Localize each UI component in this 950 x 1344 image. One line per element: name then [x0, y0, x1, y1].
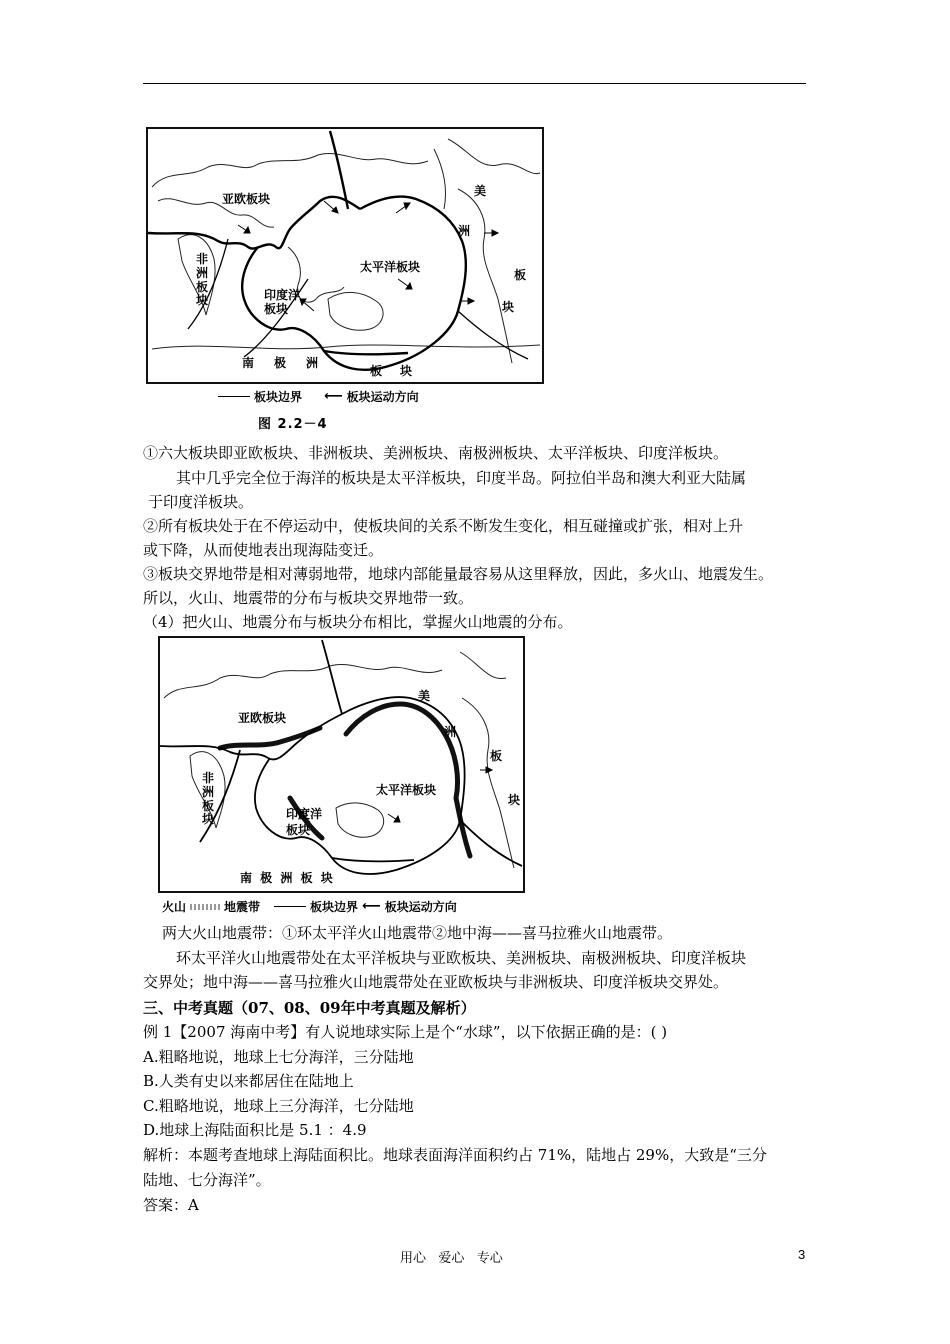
label-american-plate-3: 板	[514, 268, 527, 282]
label-antarctic-plate-1: 南	[242, 356, 255, 370]
legend-quake: 地震带	[224, 900, 261, 914]
paragraph-ocean-plate-2: 于印度洋板块。	[148, 493, 254, 511]
example-question: 例 1【2007 海南中考】有人说地球实际上是个“水球”，以下依据正确的是：( )	[143, 1023, 668, 1041]
paragraph-boundary-zone-1: ③板块交界地带是相对薄弱地带，地球内部能量最容易从这里释放，因此，多火山、地震发生。	[143, 565, 774, 583]
section-heading: 三、中考真题（07、08、09年中考真题及解析）	[143, 999, 476, 1017]
label-american-plate-4: 块	[502, 300, 515, 314]
paragraph-belt-location-1: 环太平洋火山地震带处在太平洋板块与亚欧板块、美洲板块、南极洲板块、印度洋板块	[176, 949, 747, 967]
volcano-marker-icon	[190, 904, 220, 910]
label-indian-plate-line1: 印度洋	[264, 288, 301, 302]
label-antarctic-plate-4: 板	[370, 364, 383, 378]
label-antarctic-plate-3: 洲	[306, 356, 319, 370]
paragraph-plate-motion-2: 或下降，从而使地表出现海陆变迁。	[143, 541, 384, 559]
label-eurasian-plate: 亚欧板块	[222, 192, 271, 206]
legend-direction: 板块运动方向	[346, 390, 419, 404]
header-rule	[143, 83, 806, 84]
label-pacific-plate-2: 太平洋板块	[376, 783, 437, 797]
label-african-plate: 非洲板块	[196, 252, 209, 308]
left-arrow-icon: ⟵	[324, 389, 343, 404]
page-number: 3	[798, 1247, 806, 1262]
label-indian-plate-2-line2: 板块	[286, 823, 311, 837]
analysis-line-2: 陆地、七分海洋”。	[143, 1171, 271, 1189]
paragraph-belt-location-2: 交界处；地中海——喜马拉雅火山地震带处在亚欧板块与非洲板块、印度洋板块交界处。	[143, 973, 729, 991]
option-d: D.地球上海陆面积比是 5.1 ：4.9	[143, 1121, 367, 1139]
label-pacific-plate: 太平洋板块	[360, 260, 421, 274]
figure2-legend	[162, 898, 457, 915]
label-antarctic-plate-5: 块	[400, 364, 413, 378]
footer-motto: 用心 爱心 专心	[400, 1251, 503, 1266]
paragraph-plate-motion-1: ②所有板块处于在不停运动中，使板块间的关系不断发生变化，相互碰撞或扩张，相对上升	[143, 517, 744, 535]
label-indian-plate-line2: 板块	[264, 302, 289, 316]
left-arrow-icon-2: ⟵	[362, 899, 381, 914]
figure1-legend	[218, 388, 419, 405]
label-american-plate-2: 洲	[458, 224, 471, 238]
label-antarctic-plate-2: 极	[274, 356, 287, 370]
legend-direction-2: 板块运动方向	[384, 900, 457, 914]
option-b: B.人类有史以来都居住在陆地上	[143, 1072, 354, 1090]
label-american-plate-2-1: 美	[418, 689, 431, 703]
option-a: A.粗略地说，地球上七分海洋，三分陆地	[143, 1048, 414, 1066]
label-american-plate-1: 美	[474, 184, 487, 198]
legend-boundary-2: 板块边界	[310, 900, 359, 914]
label-american-plate-2-3: 板	[490, 749, 503, 763]
paragraph-two-belts: 两大火山地震带：①环太平洋火山地震带②地中海——喜马拉雅火山地震带。	[162, 924, 673, 942]
answer-line: 答案：A	[143, 1196, 199, 1214]
plate-map-figure	[146, 127, 544, 384]
paragraph-six-plates: ①六大板块即亚欧板块、非洲板块、美洲板块、南极洲板块、太平洋板块、印度洋板块。	[143, 444, 729, 462]
paragraph-point-4: （4）把火山、地震分布与板块分布相比，掌握火山地震的分布。	[143, 613, 573, 631]
label-indian-plate-2-line1: 印度洋	[286, 807, 323, 821]
analysis-line-1: 解析：本题考查地球上海陆面积比。地球表面海洋面积约占 71%，陆地占 29%，大致是“三分	[143, 1146, 767, 1164]
boundary-line-icon	[218, 396, 250, 397]
label-american-plate-2-4: 块	[508, 793, 521, 807]
figure1-caption: 图 2.2－4	[258, 417, 328, 432]
boundary-line-icon-2	[274, 906, 306, 907]
label-antarctic-plate-2: 南 极 洲 板 块	[240, 871, 335, 885]
paragraph-ocean-plate-1: 其中几乎完全位于海洋的板块是太平洋板块，印度半岛。阿拉伯半岛和澳大利亚大陆属	[176, 469, 747, 487]
label-eurasian-plate-2: 亚欧板块	[238, 711, 287, 725]
label-american-plate-2-2: 洲	[444, 725, 457, 739]
legend-volcano: 火山	[162, 900, 187, 914]
volcano-map-drawing	[160, 638, 525, 893]
legend-boundary: 板块边界	[254, 390, 303, 404]
label-african-plate-2: 非洲板块	[202, 771, 215, 827]
volcano-earthquake-map-figure	[158, 636, 525, 893]
paragraph-boundary-zone-2: 所以，火山、地震带的分布与板块交界地带一致。	[143, 589, 474, 607]
option-c: C.粗略地说，地球上三分海洋，七分陆地	[143, 1097, 414, 1115]
